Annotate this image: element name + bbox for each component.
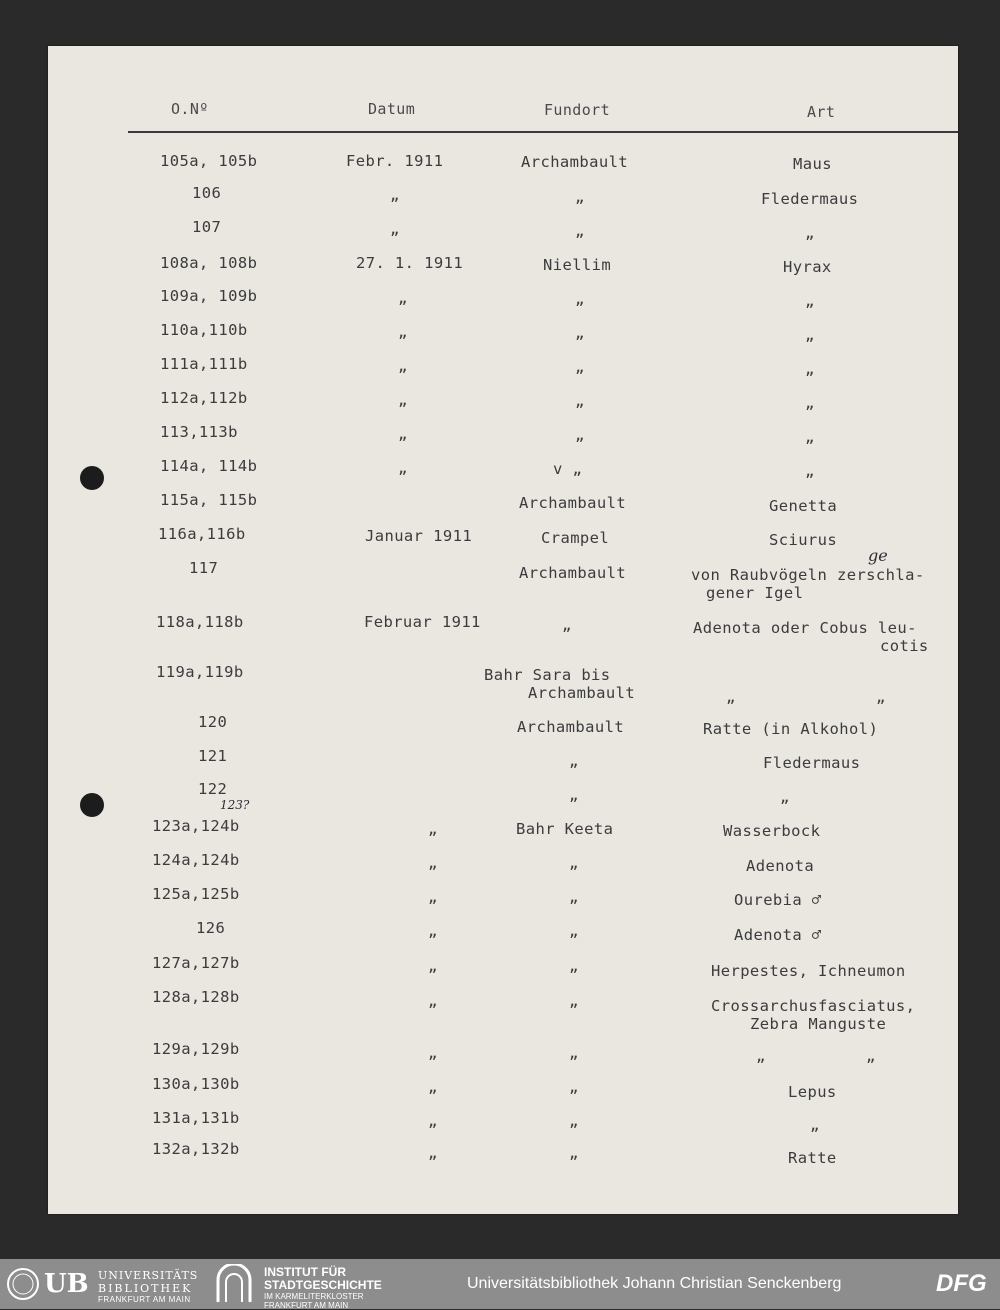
- table-cell-art: Adenota oder Cobus leu-: [693, 619, 917, 637]
- table-cell-nr: 121: [198, 747, 228, 765]
- table-cell-art: von Raubvögeln zerschla-: [691, 566, 925, 584]
- table-cell-art: „: [780, 788, 790, 806]
- table-cell-nr: 108a, 108b: [160, 254, 258, 272]
- table-cell-datum: „: [398, 323, 408, 341]
- punch-hole-top: [80, 466, 104, 490]
- table-cell-art: Adenota ♂: [734, 926, 822, 944]
- table-cell-fundort: „: [562, 616, 572, 634]
- table-cell-fundort: Bahr Keeta: [516, 820, 614, 838]
- footer-center-title: Universitätsbibliothek Johann Christian Senckenberg: [467, 1275, 842, 1292]
- table-cell-fundort: „: [569, 922, 579, 940]
- table-cell-fundort: „: [569, 1078, 579, 1096]
- table-cell-nr: 130a,130b: [152, 1075, 240, 1093]
- footer-bar: [0, 1259, 1000, 1309]
- table-cell-nr: 126: [196, 919, 226, 937]
- header-fundort: Fundort: [544, 101, 611, 119]
- table-cell-art: „: [756, 1047, 766, 1065]
- table-cell-art: Ratte: [788, 1149, 837, 1167]
- dfg-logo: DFG: [936, 1270, 987, 1297]
- table-cell-nr: 117: [189, 559, 219, 577]
- table-cell-fundort: „: [575, 358, 585, 376]
- header-datum: Datum: [368, 100, 416, 118]
- table-cell-art-cont: cotis: [880, 637, 929, 655]
- table-cell-art-cont: gener Igel: [706, 584, 804, 602]
- table-cell-art: „: [805, 292, 815, 310]
- table-cell-art: „: [726, 688, 736, 706]
- isg-line-2: STADTGESCHICHTE: [264, 1278, 382, 1292]
- table-cell-fundort: Archambault: [517, 718, 625, 736]
- table-cell-fundort: Archambault: [519, 494, 627, 512]
- table-cell-nr: 107: [192, 218, 222, 236]
- table-cell-datum: „: [428, 1112, 438, 1130]
- table-cell-nr: 129a,129b: [152, 1040, 240, 1058]
- table-cell-datum: „: [428, 1144, 438, 1162]
- table-cell-nr: 111a,111b: [160, 355, 248, 373]
- table-cell-fundort: „: [569, 957, 579, 975]
- isg-line-1: INSTITUT FÜR: [264, 1265, 346, 1279]
- table-cell-nr: 132a,132b: [152, 1140, 240, 1158]
- table-cell-nr: 113,113b: [160, 423, 238, 441]
- table-cell-nr: 128a,128b: [152, 988, 240, 1006]
- table-cell-datum: 27. 1. 1911: [356, 254, 464, 272]
- table-cell-art: „: [805, 394, 815, 412]
- table-cell-fundort: „: [575, 426, 585, 444]
- table-cell-fundort: „: [569, 1144, 579, 1162]
- table-cell-nr: 118a,118b: [156, 613, 244, 631]
- table-cell-datum: „: [428, 888, 438, 906]
- table-cell-nr: 120: [198, 713, 228, 731]
- table-cell-fundort: „: [569, 992, 579, 1010]
- table-cell-art: Ratte (in Alkohol): [703, 720, 879, 738]
- table-cell-art: Genetta: [769, 497, 838, 515]
- table-cell-art: „: [805, 326, 815, 344]
- table-cell-art: Fledermaus: [761, 190, 859, 208]
- table-cell-fundort: v „: [553, 460, 583, 478]
- table-cell-datum: Februar 1911: [364, 613, 481, 631]
- table-cell-fundort: „: [569, 786, 579, 804]
- table-cell-datum: „: [390, 186, 400, 204]
- table-cell-fundort: „: [569, 1044, 579, 1062]
- table-cell-nr: 125a,125b: [152, 885, 240, 903]
- table-cell-art: „: [805, 360, 815, 378]
- table-cell-art: Herpestes, Ichneumon: [711, 962, 906, 980]
- table-cell-datum: „: [428, 922, 438, 940]
- table-cell-art: „: [810, 1116, 820, 1134]
- table-cell-datum: Januar 1911: [365, 527, 473, 545]
- table-cell-datum: „: [428, 992, 438, 1010]
- table-cell-datum: „: [398, 425, 408, 443]
- ub-logo-text: UB: [44, 1269, 89, 1299]
- header-art: Art: [807, 103, 836, 121]
- isg-line-4: FRANKFURT AM MAIN: [264, 1301, 349, 1310]
- table-cell-fundort: „: [569, 888, 579, 906]
- table-cell-nr: 123a,124b: [152, 817, 240, 835]
- table-cell-art-b: „: [866, 1047, 876, 1065]
- table-cell-datum: „: [428, 1078, 438, 1096]
- table-cell-datum: „: [428, 854, 438, 872]
- table-cell-fundort: Archambault: [521, 153, 629, 171]
- table-cell-nr: 110a,110b: [160, 321, 248, 339]
- table-cell-datum: „: [398, 357, 408, 375]
- table-cell-fundort: Archambault: [519, 564, 627, 582]
- ub-seal-icon: [6, 1267, 40, 1301]
- table-cell-nr: 131a,131b: [152, 1109, 240, 1127]
- table-cell-fundort: „: [569, 1112, 579, 1130]
- document-page: [48, 46, 958, 1214]
- ub-line-3: FRANKFURT AM MAIN: [98, 1295, 191, 1304]
- table-cell-datum: „: [398, 289, 408, 307]
- table-cell-datum: „: [428, 957, 438, 975]
- table-cell-art: Lepus: [788, 1083, 837, 1101]
- table-cell-art: Crossarchusfasciatus,: [711, 997, 916, 1015]
- table-cell-datum: „: [428, 820, 438, 838]
- table-cell-fundort: Bahr Sara bis: [484, 666, 611, 684]
- handwritten-ge: ge: [868, 546, 888, 565]
- table-cell-datum: „: [390, 220, 400, 238]
- table-cell-nr: 109a, 109b: [160, 287, 258, 305]
- table-cell-nr: 114a, 114b: [160, 457, 258, 475]
- table-cell-art: Adenota: [746, 857, 815, 875]
- table-cell-nr: 112a,112b: [160, 389, 248, 407]
- table-cell-fundort: „: [575, 188, 585, 206]
- table-cell-fundort: „: [575, 392, 585, 410]
- table-cell-nr: 122: [198, 780, 228, 798]
- table-cell-fundort: „: [575, 290, 585, 308]
- table-cell-nr: 115a, 115b: [160, 491, 258, 509]
- table-cell-fundort: „: [569, 752, 579, 770]
- isg-line-3: IM KARMELITERKLOSTER: [264, 1292, 364, 1301]
- table-cell-art: „: [805, 462, 815, 480]
- table-cell-art: Fledermaus: [763, 754, 861, 772]
- ub-line-1: UNIVERSITÄTS: [98, 1269, 199, 1282]
- ub-line-2: BIBLIOTHEK: [98, 1282, 193, 1295]
- table-cell-datum: „: [428, 1044, 438, 1062]
- table-cell-art: Ourebia ♂: [734, 891, 822, 909]
- table-cell-nr: 106: [192, 184, 222, 202]
- table-cell-datum: „: [398, 459, 408, 477]
- isg-arch-icon: [214, 1264, 254, 1304]
- table-cell-fundort: Crampel: [541, 529, 610, 547]
- header-onr: O.Nº: [171, 100, 209, 118]
- table-cell-art: Wasserbock: [723, 822, 821, 840]
- table-cell-datum: Febr. 1911: [346, 152, 444, 170]
- table-cell-art-b: „: [876, 688, 886, 706]
- handwritten-123: 123?: [220, 798, 250, 812]
- table-cell-art: Sciurus: [769, 531, 838, 549]
- table-cell-nr: 116a,116b: [158, 525, 246, 543]
- table-cell-nr: 127a,127b: [152, 954, 240, 972]
- table-cell-fundort-cont: Archambault: [528, 684, 636, 702]
- table-cell-art: „: [805, 428, 815, 446]
- table-cell-art: Hyrax: [783, 258, 832, 276]
- table-cell-art: Maus: [793, 155, 832, 173]
- header-rule: [128, 131, 958, 133]
- table-cell-fundort: „: [575, 324, 585, 342]
- punch-hole-bottom: [80, 793, 104, 817]
- table-cell-art: „: [805, 224, 815, 242]
- table-cell-art-cont: Zebra Manguste: [750, 1015, 887, 1033]
- table-cell-nr: 119a,119b: [156, 663, 244, 681]
- table-cell-nr: 124a,124b: [152, 851, 240, 869]
- table-cell-fundort: „: [569, 854, 579, 872]
- table-cell-nr: 105a, 105b: [160, 152, 258, 170]
- table-cell-datum: „: [398, 391, 408, 409]
- table-cell-fundort: Niellim: [543, 256, 612, 274]
- table-cell-fundort: „: [575, 222, 585, 240]
